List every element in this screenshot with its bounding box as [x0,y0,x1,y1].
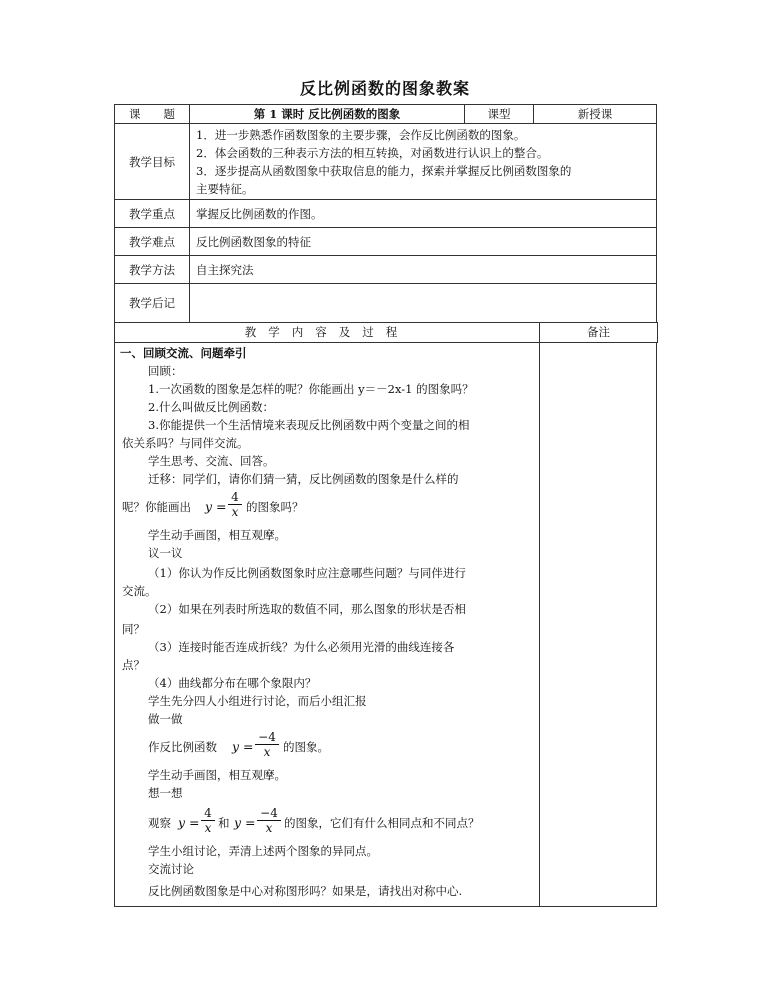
fraction-numerator: 4 [228,490,242,505]
text-line: 学生动手画图，相互观摩。 [148,768,286,782]
text-line: 交流。 [122,584,157,598]
formula-fraction [257,806,281,835]
text-line: 观察 [148,816,171,830]
formula-fraction [228,490,242,519]
difficulty-value: 反比例函数图象的特征 [190,228,657,256]
text-line: （1）你认为作反比例函数图象时应注意哪些问题？与同伴进行 [148,566,466,580]
goals-cell [190,124,657,200]
goal-line: 1．进一步熟悉作函数图象的主要步骤，会作反比例函数的图象。 [196,127,526,142]
text-line: 学生小组讨论，弄清上述两个图象的异同点。 [148,844,378,858]
goal-line: 2．体会函数的三种表示方法的相互转换，对函数进行认识上的整合。 [196,145,549,160]
text-line: 和 [218,816,230,830]
key-value: 掌握反比例函数的作图。 [190,200,657,228]
text-line: 议一议 [148,546,183,560]
fraction-numerator: −4 [255,730,279,745]
text-line: 的图象。 [283,740,329,754]
formula-fraction [255,730,279,759]
text-line: 回顾： [148,364,183,378]
page-title: 反比例函数的图象教案 [299,79,470,98]
goal-line: 3．逐步提高从函数图象中获取信息的能力，探索并掌握反比例函数图象的 [196,163,572,178]
fraction-numerator: −4 [257,806,281,821]
fraction-numerator: 4 [201,806,215,821]
type-value: 新授课 [534,105,657,124]
text-line: 学生动手画图，相互观摩。 [148,528,286,542]
section-heading: 一、回顾交流、问题牵引 [120,346,247,360]
text-line: （3）连接时能否连成折线？为什么必须用光滑的曲线连接各 [148,640,455,654]
type-label: 课型 [465,105,534,124]
goal-line: 主要特征。 [196,181,254,196]
text-line: 3.你能提供一个生活情境来表现反比例函数中两个变量之间的相 [148,418,470,432]
text-line: 呢？你能画出 [122,500,191,514]
text-line: 迁移：同学们，请你们猜一猜，反比例函数的图象是什么样的 [148,472,459,486]
goals-label: 教学目标 [115,124,190,200]
fraction-denominator: x [265,821,273,835]
formula-y: y = [178,815,200,830]
text-line: （4）曲线都分布在哪个象限内？ [148,676,317,690]
lesson-label: 课 题 [115,105,190,124]
remarks-column [538,342,657,907]
process-header-row [114,322,658,343]
notes-label: 教学后记 [115,284,190,323]
method-label: 教学方法 [115,256,190,284]
fraction-denominator: x [204,821,212,835]
text-line: 1.一次函数的图象是怎样的呢？你能画出 y＝－2x-1 的图象吗？ [148,382,474,396]
text-line: 做一做 [148,712,183,726]
text-line: 依关系吗？与同伴交流。 [122,436,249,450]
text-line: 反比例函数图象是中心对称图形吗？如果是，请找出对称中心. [148,884,463,898]
formula-fraction [201,806,215,835]
key-label: 教学重点 [115,200,190,228]
text-line: 的图象吗？ [246,500,304,514]
text-line: 2.什么叫做反比例函数： [148,400,274,414]
fraction-denominator: x [231,505,239,519]
notes-value [190,284,657,323]
lesson-value: 第 1 课时 反比例函数的图象 [190,105,465,124]
formula-y: y = [232,739,254,754]
remarks-header: 备注 [587,325,610,339]
text-line: 作反比例函数 [148,740,217,754]
text-line: （2）如果在列表时所选取的数值不同，那么图象的形状是否相 [148,602,466,616]
lesson-info-table [114,104,657,323]
fraction-denominator: x [263,745,271,759]
text-line: 交流讨论 [148,862,194,876]
difficulty-label: 教学难点 [115,228,190,256]
text-line: 的图象，它们有什么相同点和不同点？ [284,816,480,830]
formula-y: y = [205,499,227,514]
method-value: 自主探究法 [190,256,657,284]
formula-y: y = [234,815,256,830]
text-line: 同？ [122,622,145,636]
text-line: 想一想 [148,786,183,800]
process-header: 教学内容及过程 [115,322,540,342]
text-line: 点？ [122,658,145,672]
text-line: 学生思考、交流、回答。 [148,454,275,468]
text-line: 学生先分四人小组进行讨论，而后小组汇报 [148,694,367,708]
